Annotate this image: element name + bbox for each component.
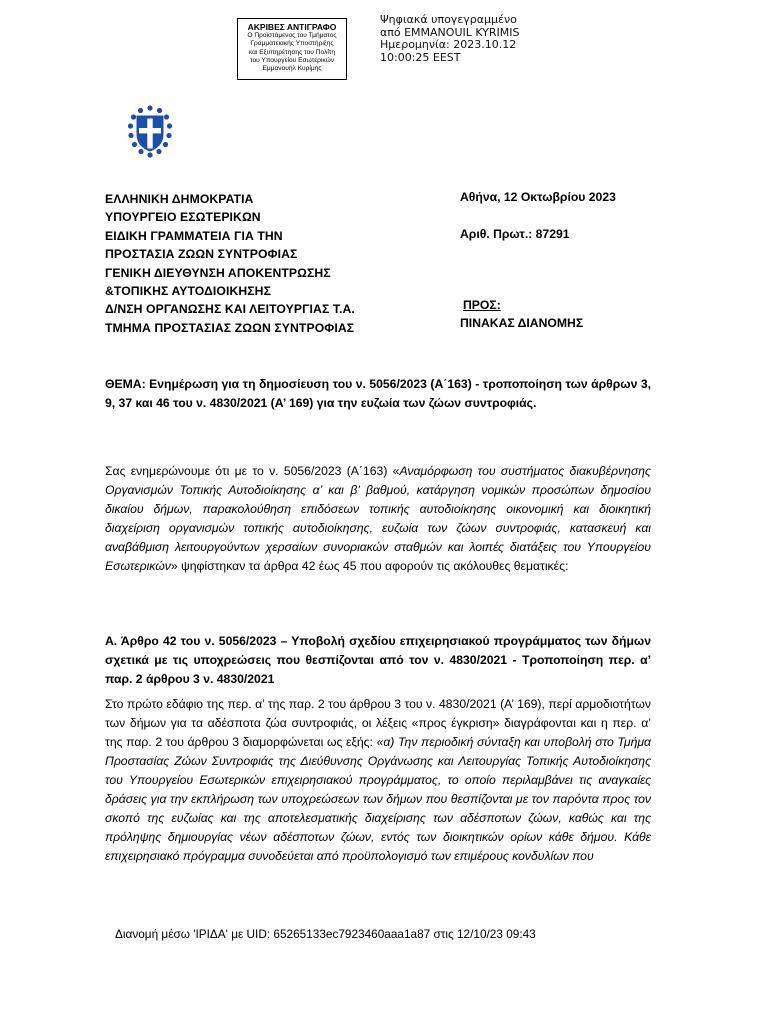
greek-coat-of-arms-icon xyxy=(122,104,178,160)
section-a-quote: «α) Την περιοδική σύνταξη και υποβολή στο Τμήμα Προστασίας Ζώων Συντροφιάς της Διεύθυνσης Οργάνωσης και Λειτουργίας Τοπικής Αυτοδιοίκησης του Υπουργείου Εσωτερικών επιχειρησιακού προγράμματος, το οποίο περιλαμβάνει τις αναγκαίες δράσεις για την εκπλήρωση των υποχρεώσεων των δήμων που θεσπίζονται με τον παρόντα προς τον σκοπό της ευζωίας και της αποτελεσματικής διαχείρισης των αδέσποτων ζώων, καθώς και της πρόληψης δημιουργίας νέων αδέσποτων ζώων, εντός των διοικητικών ορίων κάθε δήμου. Κάθε επιχειρησιακό πρόγραμμα συνοδεύεται από προϋπολογισμό των επιμέρους κονδυλίων που xyxy=(105,735,651,863)
stamp-line: Ο Προϊστάμενος του Τμήματος xyxy=(247,32,337,39)
authority-line: ΕΙΔΙΚΗ ΓΡΑΜΜΑΤΕΙΑ ΓΙΑ ΤΗΝ xyxy=(105,228,283,243)
certified-copy-stamp xyxy=(237,18,347,80)
law-title: Αναμόρφωση του συστήματος διακυβέρνησης Οργανισμών Τοπικής Αυτοδιοίκησης α’ και β’ βαθμού, κατάργηση νομικών προσώπων δημοσίου δικαίου δήμων, παρακολούθηση επιδόσεων τοπικής αυτοδιοίκησης οικονομική και διοικητική διαχείριση οργανισμών τοπικής αυτοδιοίκησης, ευζωία των ζώων συντροφιάς, κατασκευή και αναβάθμιση λειτουργούντων χερσαίων συνοριακών σταθμών και λοιπές διατάξεις του Υπουργείου Εσωτερικών xyxy=(105,464,651,573)
distribution-footer: Διανομή μέσω 'ΙΡΙΔΑ' με UID: 65265133ec7923460aaa1a87 στις 12/10/23 09:43 xyxy=(115,927,536,941)
stamp-line: και Εξυπηρέτησης του Πολίτη xyxy=(248,48,336,56)
authority-line: ΓΕΝΙΚΗ ΔΙΕΥΘΥΝΣΗ ΑΠΟΚΕΝΤΡΩΣΗΣ xyxy=(105,265,331,280)
digital-signature xyxy=(380,14,580,64)
section-a-heading: Α. Άρθρο 42 του ν. 5056/2023 – Υποβολή σχεδίου επιχειρησιακού προγράμματος των δήμων σχετικά με τις υποχρεώσεις που θεσπίζονται από τον ν. 4830/2021 - Τροποποίηση περ. α’ παρ. 2 άρθρου 3 ν. 4830/2021 xyxy=(105,634,651,686)
stamp-line: Εμμανουήλ Κυρίμης xyxy=(262,65,322,73)
protocol-number: Αριθ. Πρωτ.: 87291 xyxy=(460,227,570,241)
subject: ΘΕΜΑ: Ενημέρωση για τη δημοσίευση του ν. 5056/2023 (Α΄163) - τροποποίηση των άρθρων 3, 9, 37 και 46 του ν. 4830/2021 (Α’ 169) για την ευζωία των ζώων συντροφιάς. xyxy=(105,377,651,410)
signature-line: Ψηφιακά υπογεγραμμένο xyxy=(380,13,517,26)
authority-line: &ΤΟΠΙΚΗΣ ΑΥΤΟΔΙΟΙΚΗΣΗΣ xyxy=(105,284,271,299)
stamp-line: του Υπουργείου Εσωτερικών xyxy=(249,56,335,64)
signature-line: Ημερομηνία: 2023.10.12 xyxy=(380,38,517,52)
section-a-text: Στο πρώτο εδάφιο της περ. α’ της παρ. 2 του άρθρου 3 του ν. 4830/2021 (Α’ 169), περί αρμοδιοτήτων των δήμων για τα αδέσποτα ζώα συντροφιάς, οι λέξεις «προς έγκριση» διαγράφονται και η περ. α’ της παρ. 2 του άρθρου 3 διαμορφώνεται ως εξής: xyxy=(105,697,651,749)
signature-line: από EMMANOUIL KYRIMIS xyxy=(380,25,520,39)
section-a-body xyxy=(105,695,651,866)
intro-paragraph xyxy=(105,462,651,576)
intro-after: » ψηφίστηκαν τα άρθρα 42 έως 45 που αφορούν τις ακόλουθες θεματικές: xyxy=(170,559,569,573)
signature-line: 10:00:25 EEST xyxy=(380,50,461,64)
stamp-line: Γραμματειακής Υποστήριξης xyxy=(250,40,334,48)
authority-line: ΕΛΛΗΝΙΚΗ ΔΗΜΟΚΡΑΤΙΑ xyxy=(105,192,254,206)
intro-before: Σας ενημερώνουμε ότι με το ν. 5056/2023 (Α΄163) « xyxy=(105,464,400,478)
recipient-value: ΠΙΝΑΚΑΣ ΔΙΑΝΟΜΗΣ xyxy=(460,316,584,330)
document-date: Αθήνα, 12 Οκτωβρίου 2023 xyxy=(460,190,616,204)
authority-line: ΥΠΟΥΡΓΕΙΟ ΕΣΩΤΕΡΙΚΩΝ xyxy=(105,210,261,225)
stamp-title: ΑΚΡΙΒΕΣ ΑΝΤΙΓΡΑΦΟ xyxy=(247,22,337,32)
authority-line: Δ/ΝΣΗ ΟΡΓΑΝΩΣΗΣ ΚΑΙ ΛΕΙΤΟΥΡΓΙΑΣ Τ.Α. xyxy=(105,302,355,317)
issuing-authority xyxy=(105,190,405,337)
recipient-label: ΠΡΟΣ: xyxy=(463,298,501,312)
authority-line: ΠΡΟΣΤΑΣΙΑ ΖΩΩΝ ΣΥΝΤΡΟΦΙΑΣ xyxy=(105,247,298,262)
authority-line: ΤΜΗΜΑ ΠΡΟΣΤΑΣΙΑΣ ΖΩΩΝ ΣΥΝΤΡΟΦΙΑΣ xyxy=(105,320,355,335)
